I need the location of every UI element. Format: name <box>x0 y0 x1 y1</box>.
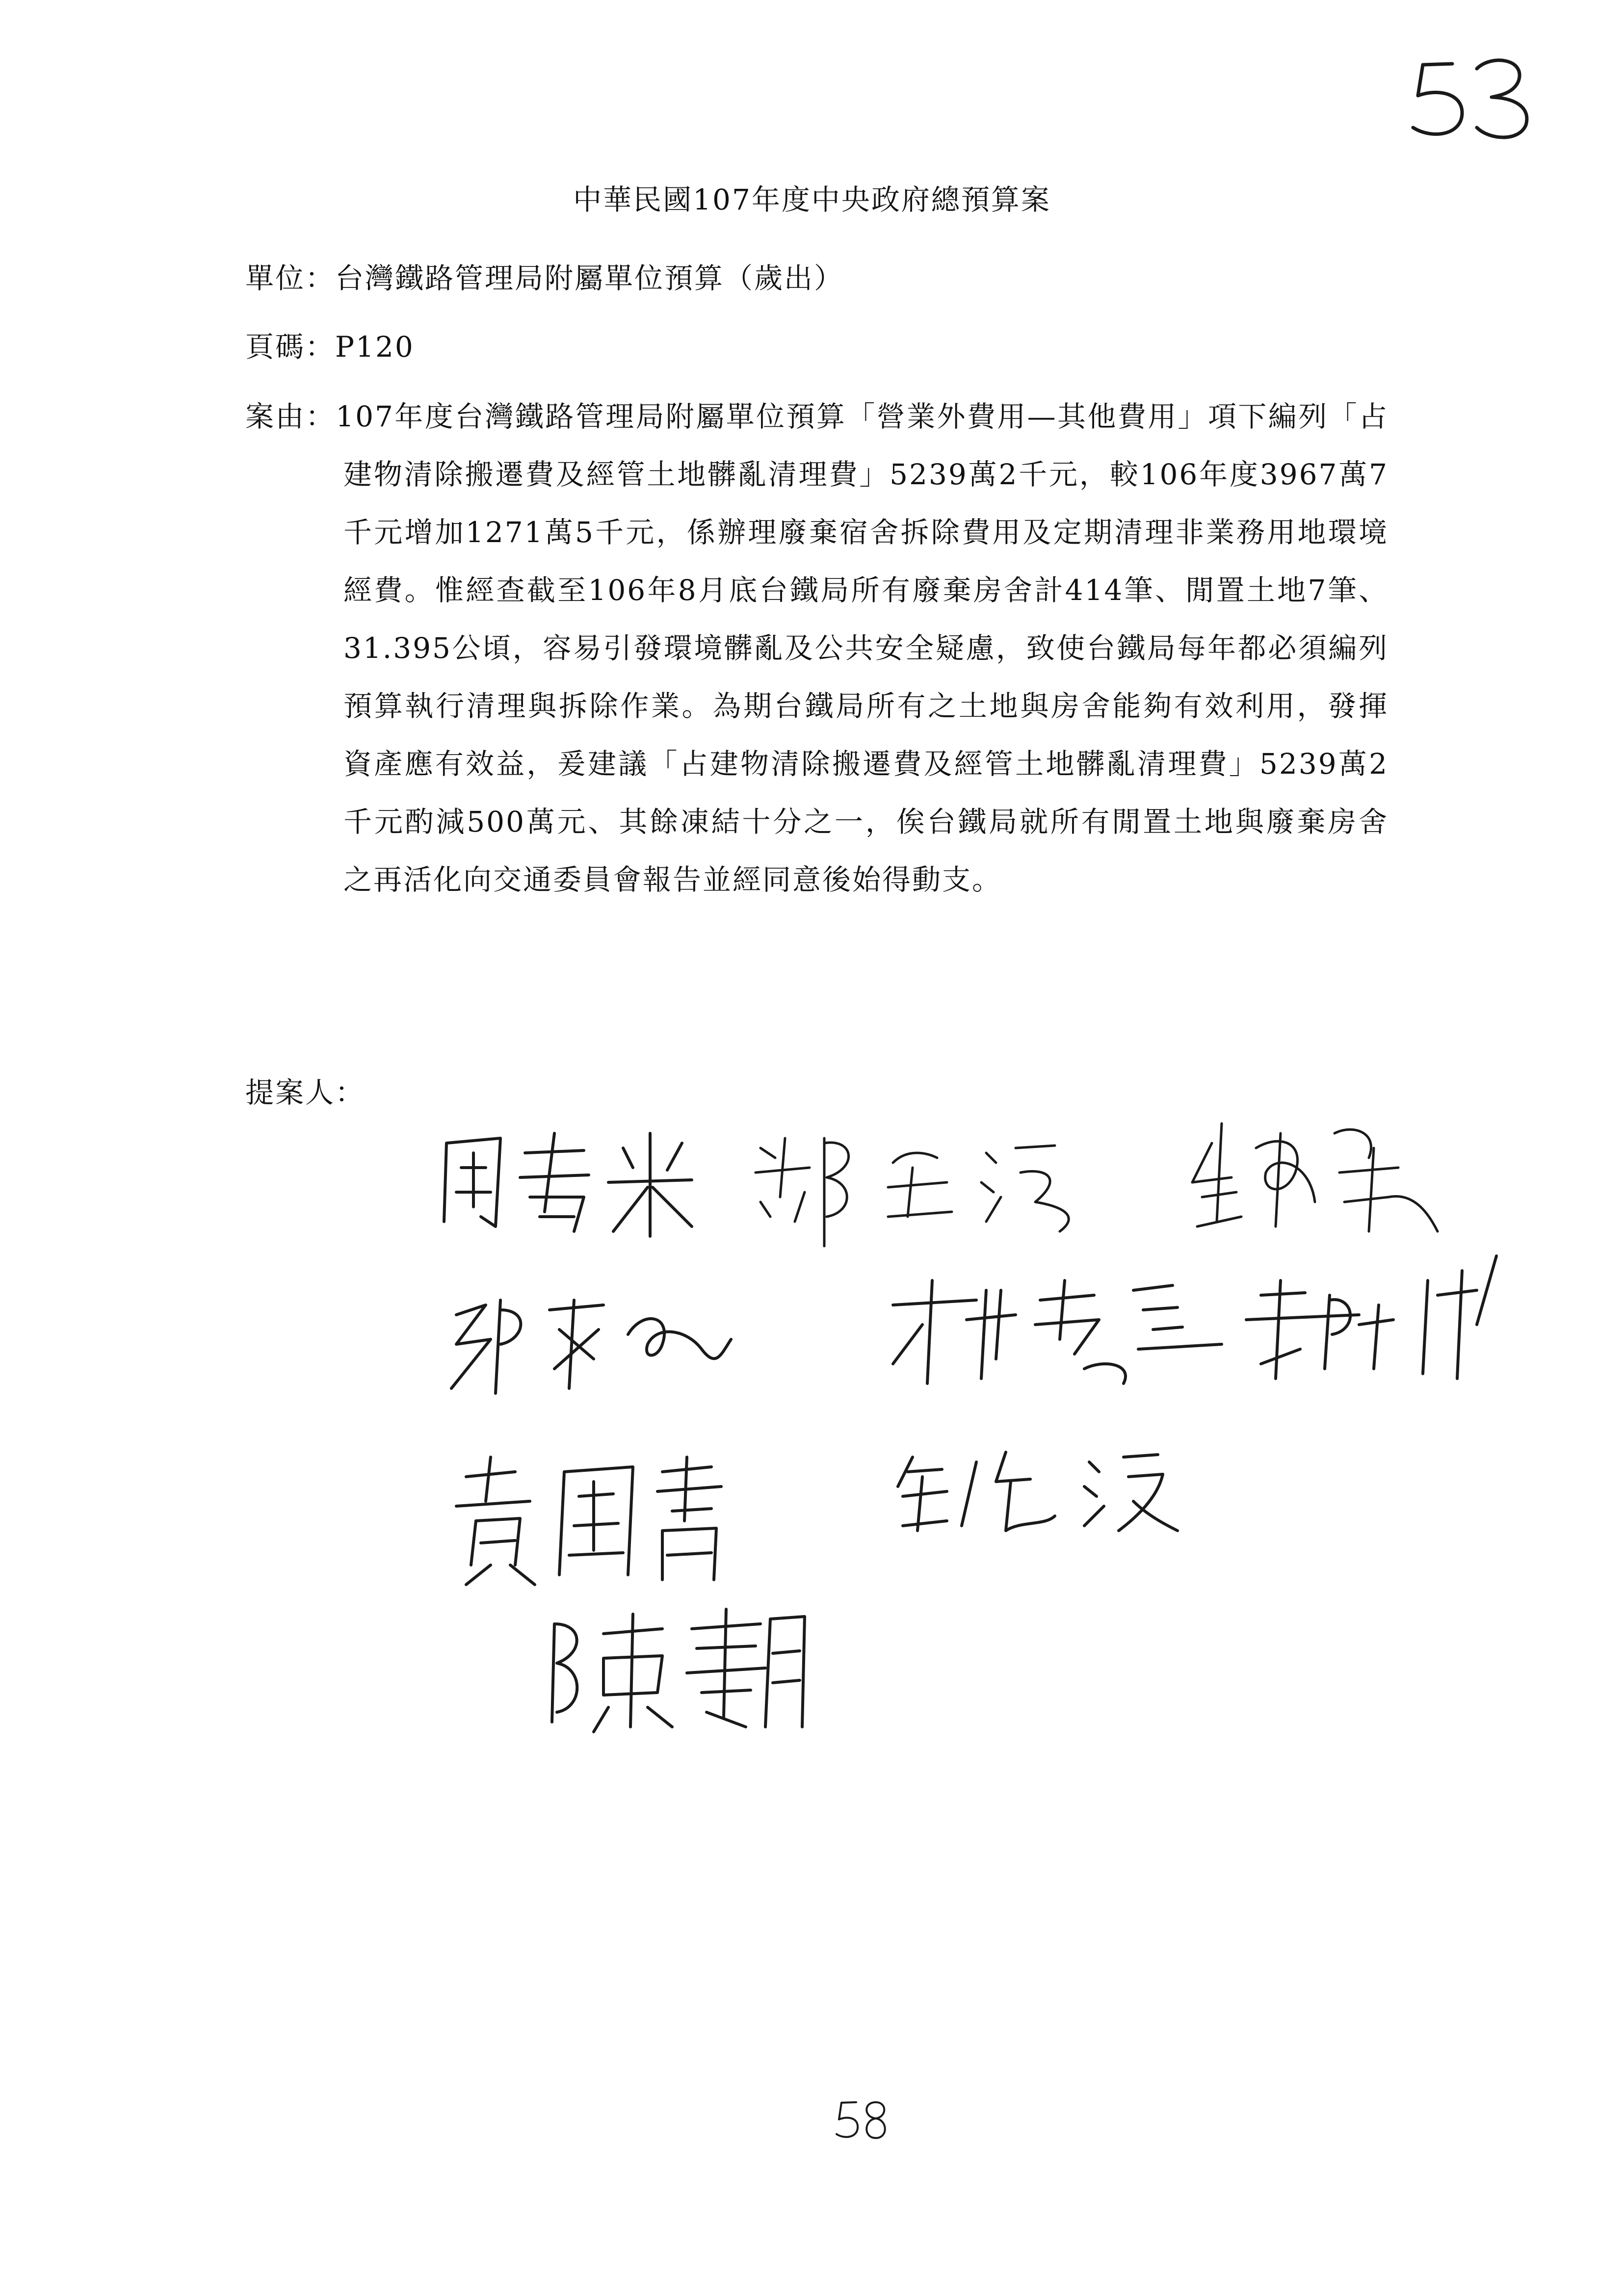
signature-3 <box>1182 1104 1457 1253</box>
unit-label: 單位： <box>245 261 336 295</box>
signature-7 <box>437 1437 751 1596</box>
signature-1 <box>427 1123 702 1253</box>
signature-2 <box>741 1119 1094 1258</box>
reason-text: 107年度台灣鐵路管理局附屬單位預算「營業外費用—其他費用」項下編列「占建物清除搬遷費及經管土地髒亂清理費」5239萬2千元，較106年度3967萬7千元增加1271萬5千元，係辦理廢棄宿舍拆除費用及定期清理非業務用地環境經費。惟經查截至106年8月底台鐵局所有廢棄房舍計414筆、閒置土地7筆、31.395公頃，容易引發環境髒亂及公共安全疑慮，致使台鐵局每年都必須編列預算執行清理與拆除作業。為期台鐵局所有之土地與房舍能夠有效利用，發揮資產應有效益，爰建議「占建物清除搬遷費及經管土地髒亂清理費」5239萬2千元酌減500萬元、其餘凍結十分之一，俟台鐵局就所有閒置土地與廢棄房舍之再活化向交通委員會報告並經同意後始得動支。 <box>336 400 1388 896</box>
handwritten-page-number <box>1393 49 1541 149</box>
reason-field <box>245 388 1388 909</box>
unit-value: 台灣鐵路管理局附屬單位預算（歲出） <box>335 261 844 295</box>
page-code-label: 頁碼： <box>245 330 336 364</box>
footer-handwritten-page-number <box>829 2095 893 2146</box>
page-code-field <box>245 324 415 365</box>
signature-4 <box>427 1280 741 1410</box>
reason-label: 案由： <box>245 400 336 433</box>
signature-9 <box>535 1594 810 1744</box>
signature-area <box>417 1104 1521 1742</box>
document-title: 中華民國107年度中央政府總預算案 <box>573 183 1051 216</box>
signature-5 <box>878 1261 1231 1400</box>
unit-field <box>245 255 844 296</box>
signature-6 <box>1231 1251 1506 1400</box>
page-code-value: P120 <box>335 330 415 364</box>
signature-8 <box>883 1433 1187 1552</box>
proposer-label: 提案人： <box>245 1076 366 1109</box>
